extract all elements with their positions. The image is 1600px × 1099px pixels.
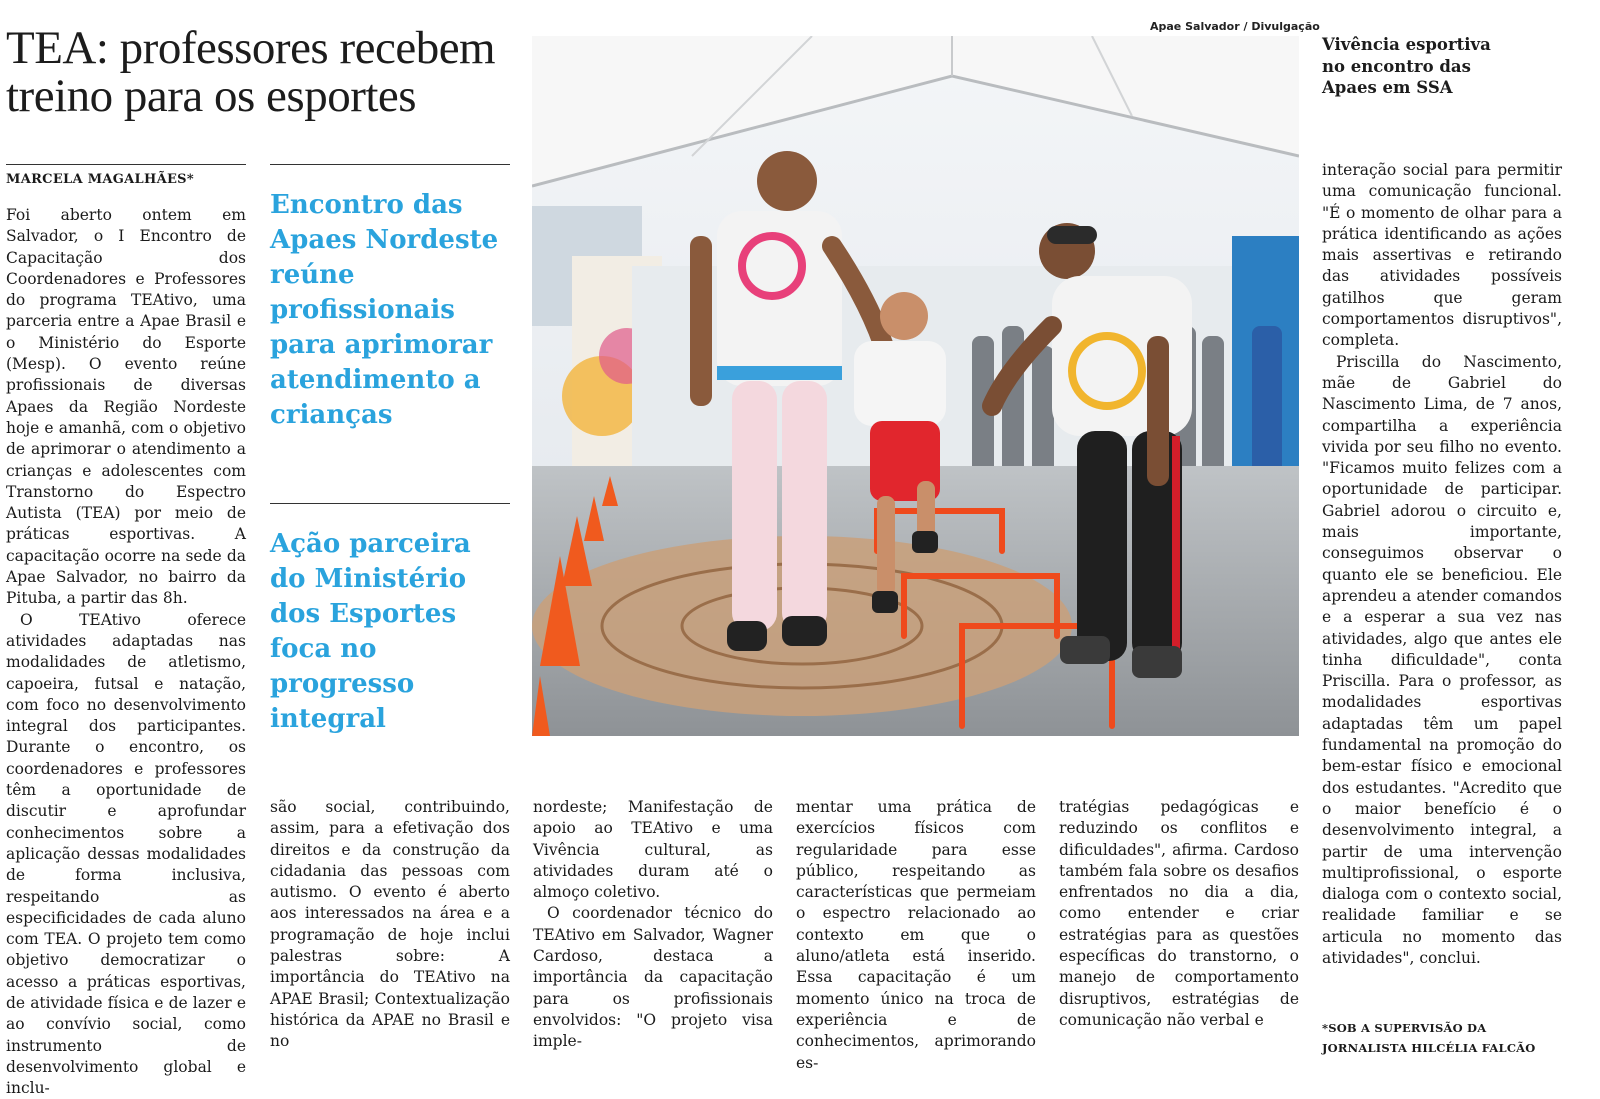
photo-credit: Apae Salvador / Divulgação	[1150, 20, 1320, 33]
paragraph: nordeste; Manifestação de apoio ao TEAtivo e uma Vivência cultural, as atividades duram até o almoço coletivo.	[533, 798, 773, 902]
paragraph: interação social para permitir uma comunicação funcional. "É o momento de olhar para a prática identificando as ações mais assertivas e retirando das atividades possíveis gatilhos que geram comportamentos disruptivos", completa.	[1322, 161, 1562, 350]
column-5	[1059, 797, 1299, 1031]
footnote: *SOB A SUPERVISÃO DA JORNALISTA HILCÉLIA FALCÃO	[1322, 1021, 1536, 1055]
paragraph: são social, contribuindo, assim, para a efetivação dos direitos e da construção da cidadania das pessoas com autismo. O evento é aberto aos interessados na área e a programação de hoje inclui palestras sobre: A importância do TEAtivo na APAE Brasil; Contextualização histórica da APAE no Brasil e no	[270, 798, 510, 1051]
paragraph: tratégias pedagógicas e reduzindo os conflitos e dificuldades", afirma. Cardoso também fala sobre os desafios enfrentados no dia a dia, como entender e criar estratégias para as questões específicas do transtorno, o manejo de comportamento disruptivos, estratégias de comunicação não verbal e	[1059, 798, 1299, 1029]
photo-caption: Vivência esportiva no encontro das Apaes em SSA	[1322, 35, 1491, 97]
article-photo	[532, 36, 1299, 736]
headline: TEA: professores recebem treino para os esportes	[6, 22, 496, 122]
byline: MARCELA MAGALHÃES*	[6, 172, 194, 187]
column-2	[270, 797, 510, 1053]
pull-quote-1: Encontro das Apaes Nordeste reúne profissionais para aprimorar atendimento a crianças	[270, 190, 499, 430]
column-6	[1322, 160, 1562, 969]
pull-quote-rule	[270, 164, 510, 165]
pull-quote-2: Ação parceira do Ministério dos Esportes foca no progresso integral	[270, 529, 471, 734]
paragraph: O TEAtivo oferece atividades adaptadas nas modalidades de atletismo, capoeira, futsal e natação, com foco no desenvolvimento integral dos participantes. Durante o encontro, os coordenadores e professores têm a oportunidade de discutir e aprofundar conhecimentos sobre a aplicação dessas modalidades de forma inclusiva, respeitando as especificidades de cada aluno com TEA. O projeto tem como objetivo democratizar o acesso a práticas esportivas, de atividade física e de lazer e ao convívio social, como instrumento de desenvolvimento global e inclu-	[6, 610, 246, 1098]
photo-illustration	[532, 36, 1299, 736]
column-3	[533, 797, 773, 1053]
paragraph: O coordenador técnico do TEAtivo em Salvador, Wagner Cardoso, destaca a importância da capacitação para os profissionais envolvidos: "O projeto visa imple-	[533, 904, 773, 1051]
byline-rule	[6, 164, 246, 165]
column-4	[796, 797, 1036, 1074]
paragraph: mentar uma prática de exercícios físicos com regularidade para esse público, respeitando as características que permeiam o espectro relacionado ao contexto em que o aluno/atleta está inserido. Essa capacitação é um momento único na troca de experiência e de conhecimentos, aprimorando es-	[796, 798, 1036, 1072]
pull-quote-rule	[270, 503, 510, 504]
paragraph: Foi aberto ontem em Salvador, o I Encontro de Capacitação dos Coordenadores e Professores do programa TEAtivo, uma parceria entre a Apae Brasil e o Ministério do Esporte (Mesp). O evento reúne profissionais de diversas Apaes da Região Nordeste hoje e amanhã, com o objetivo de aprimorar o atendimento a crianças e adolescentes com Transtorno do Espectro Autista (TEA) por meio de práticas esportivas. A capacitação ocorre na sede da Apae Salvador, no bairro da Pituba, a partir das 8h.	[6, 206, 246, 608]
column-1	[6, 205, 246, 1099]
paragraph: Priscilla do Nascimento, mãe de Gabriel do Nascimento Lima, de 7 anos, compartilha a experiência vivida por seu filho no evento. "Ficamos muito felizes com a oportunidade de participar. Gabriel adorou o circuito e, mais importante, conseguimos observar o quanto ele se beneficiou. Ele aprendeu a atender comandos e a esperar a sua vez nas atividades, algo que antes ele tinha dificuldade", conta Priscilla. Para o professor, as modalidades esportivas adaptadas têm um papel fundamental na promoção do bem-estar físico e emocional dos estudantes. "Acredito que o maior benefício é o desenvolvimento integral, a partir de uma intervenção multiprofissional, o esporte dialoga com o contexto social, realidade familiar e se articula no momento das atividades", conclui.	[1322, 352, 1562, 967]
